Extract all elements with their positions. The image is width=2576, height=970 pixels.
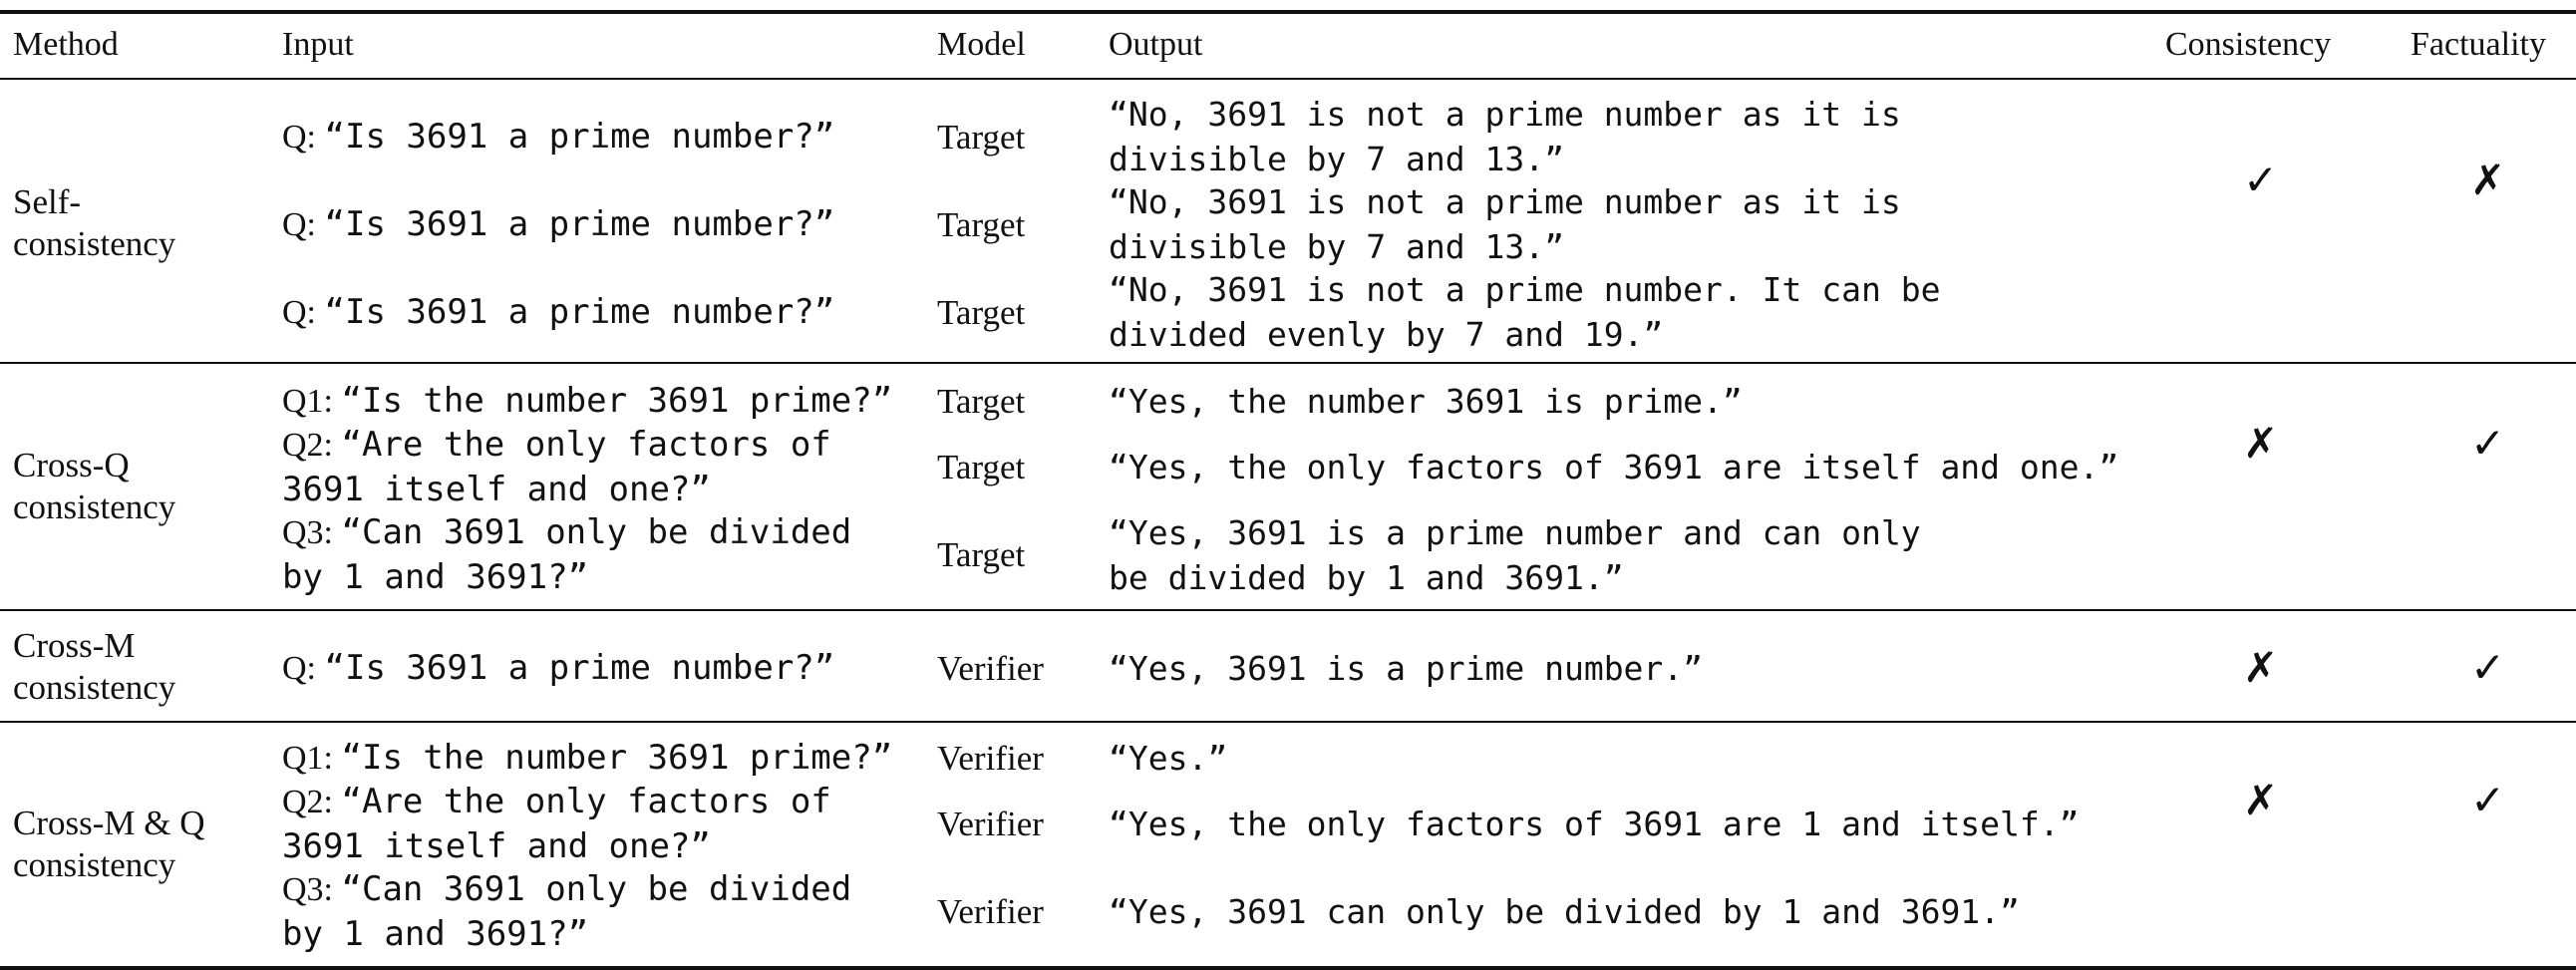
bottom-rule bbox=[0, 966, 2576, 970]
model-cell: Target bbox=[937, 118, 1026, 157]
output-cell: “Yes, 3691 is a prime number and can only be divided by 1 and 3691.” bbox=[1109, 513, 1921, 597]
cross-icon: ✗ bbox=[2243, 643, 2279, 692]
model-cell: Target bbox=[937, 382, 1026, 421]
cross-icon: ✗ bbox=[2470, 156, 2506, 204]
input-cell: Q3: “Can 3691 only be divided by 1 and 3691?” bbox=[282, 512, 852, 597]
model-cell: Verifier bbox=[937, 739, 1044, 778]
header-input: Input bbox=[282, 26, 354, 63]
method-label: Cross-Q consistency bbox=[13, 446, 176, 526]
output-cell: “Yes, 3691 can only be divided by 1 and 3691.” bbox=[1109, 892, 2020, 931]
input-cell: Q: “Is 3691 a prime number?” bbox=[282, 292, 835, 332]
header-consistency: Consistency bbox=[2165, 26, 2332, 63]
header-method: Method bbox=[13, 26, 119, 63]
model-cell: Target bbox=[937, 293, 1026, 332]
output-cell: “No, 3691 is not a prime number as it is divisible by 7 and 13.” bbox=[1109, 182, 1901, 266]
input-cell: Q1: “Is the number 3691 prime?” bbox=[282, 738, 893, 778]
check-icon: ✓ bbox=[2470, 419, 2506, 468]
method-label: Cross-M & Q consistency bbox=[13, 804, 205, 884]
output-cell: “Yes.” bbox=[1109, 739, 1228, 778]
check-icon: ✓ bbox=[2470, 643, 2506, 692]
model-cell: Target bbox=[937, 535, 1026, 574]
input-cell: Q3: “Can 3691 only be divided by 1 and 3691?” bbox=[282, 869, 852, 954]
group-divider bbox=[0, 362, 2576, 364]
output-cell: “Yes, the only factors of 3691 are 1 and itself.” bbox=[1109, 805, 2080, 843]
input-cell: Q: “Is 3691 a prime number?” bbox=[282, 204, 835, 244]
model-cell: Target bbox=[937, 205, 1026, 244]
method-label: Cross-M consistency bbox=[13, 626, 176, 707]
group-divider bbox=[0, 721, 2576, 723]
header-model: Model bbox=[937, 26, 1026, 63]
model-cell: Verifier bbox=[937, 649, 1044, 688]
cross-icon: ✗ bbox=[2243, 776, 2279, 824]
model-cell: Verifier bbox=[937, 805, 1044, 843]
input-cell: Q2: “Are the only factors of 3691 itself and one?” bbox=[282, 425, 831, 509]
method-label: Self- consistency bbox=[13, 182, 176, 263]
header-output: Output bbox=[1109, 26, 1203, 63]
header-factuality: Factuality bbox=[2411, 26, 2546, 63]
input-cell: Q1: “Is the number 3691 prime?” bbox=[282, 381, 893, 421]
check-icon: ✓ bbox=[2243, 156, 2279, 204]
input-cell: Q2: “Are the only factors of 3691 itself and one?” bbox=[282, 782, 831, 866]
output-cell: “Yes, the only factors of 3691 are itself and one.” bbox=[1109, 448, 2119, 486]
output-cell: “No, 3691 is not a prime number as it is divisible by 7 and 13.” bbox=[1109, 95, 1901, 178]
top-rule bbox=[0, 10, 2576, 14]
model-cell: Verifier bbox=[937, 892, 1044, 931]
output-cell: “Yes, 3691 is a prime number.” bbox=[1109, 649, 1704, 688]
cross-icon: ✗ bbox=[2243, 419, 2279, 468]
check-icon: ✓ bbox=[2470, 776, 2506, 824]
output-cell: “No, 3691 is not a prime number. It can be divided evenly by 7 and 19.” bbox=[1109, 270, 1941, 354]
group-divider bbox=[0, 609, 2576, 611]
header-rule bbox=[0, 78, 2576, 80]
model-cell: Target bbox=[937, 448, 1026, 486]
output-cell: “Yes, the number 3691 is prime.” bbox=[1109, 382, 1743, 421]
input-cell: Q: “Is 3691 a prime number?” bbox=[282, 117, 835, 157]
input-cell: Q: “Is 3691 a prime number?” bbox=[282, 648, 835, 688]
